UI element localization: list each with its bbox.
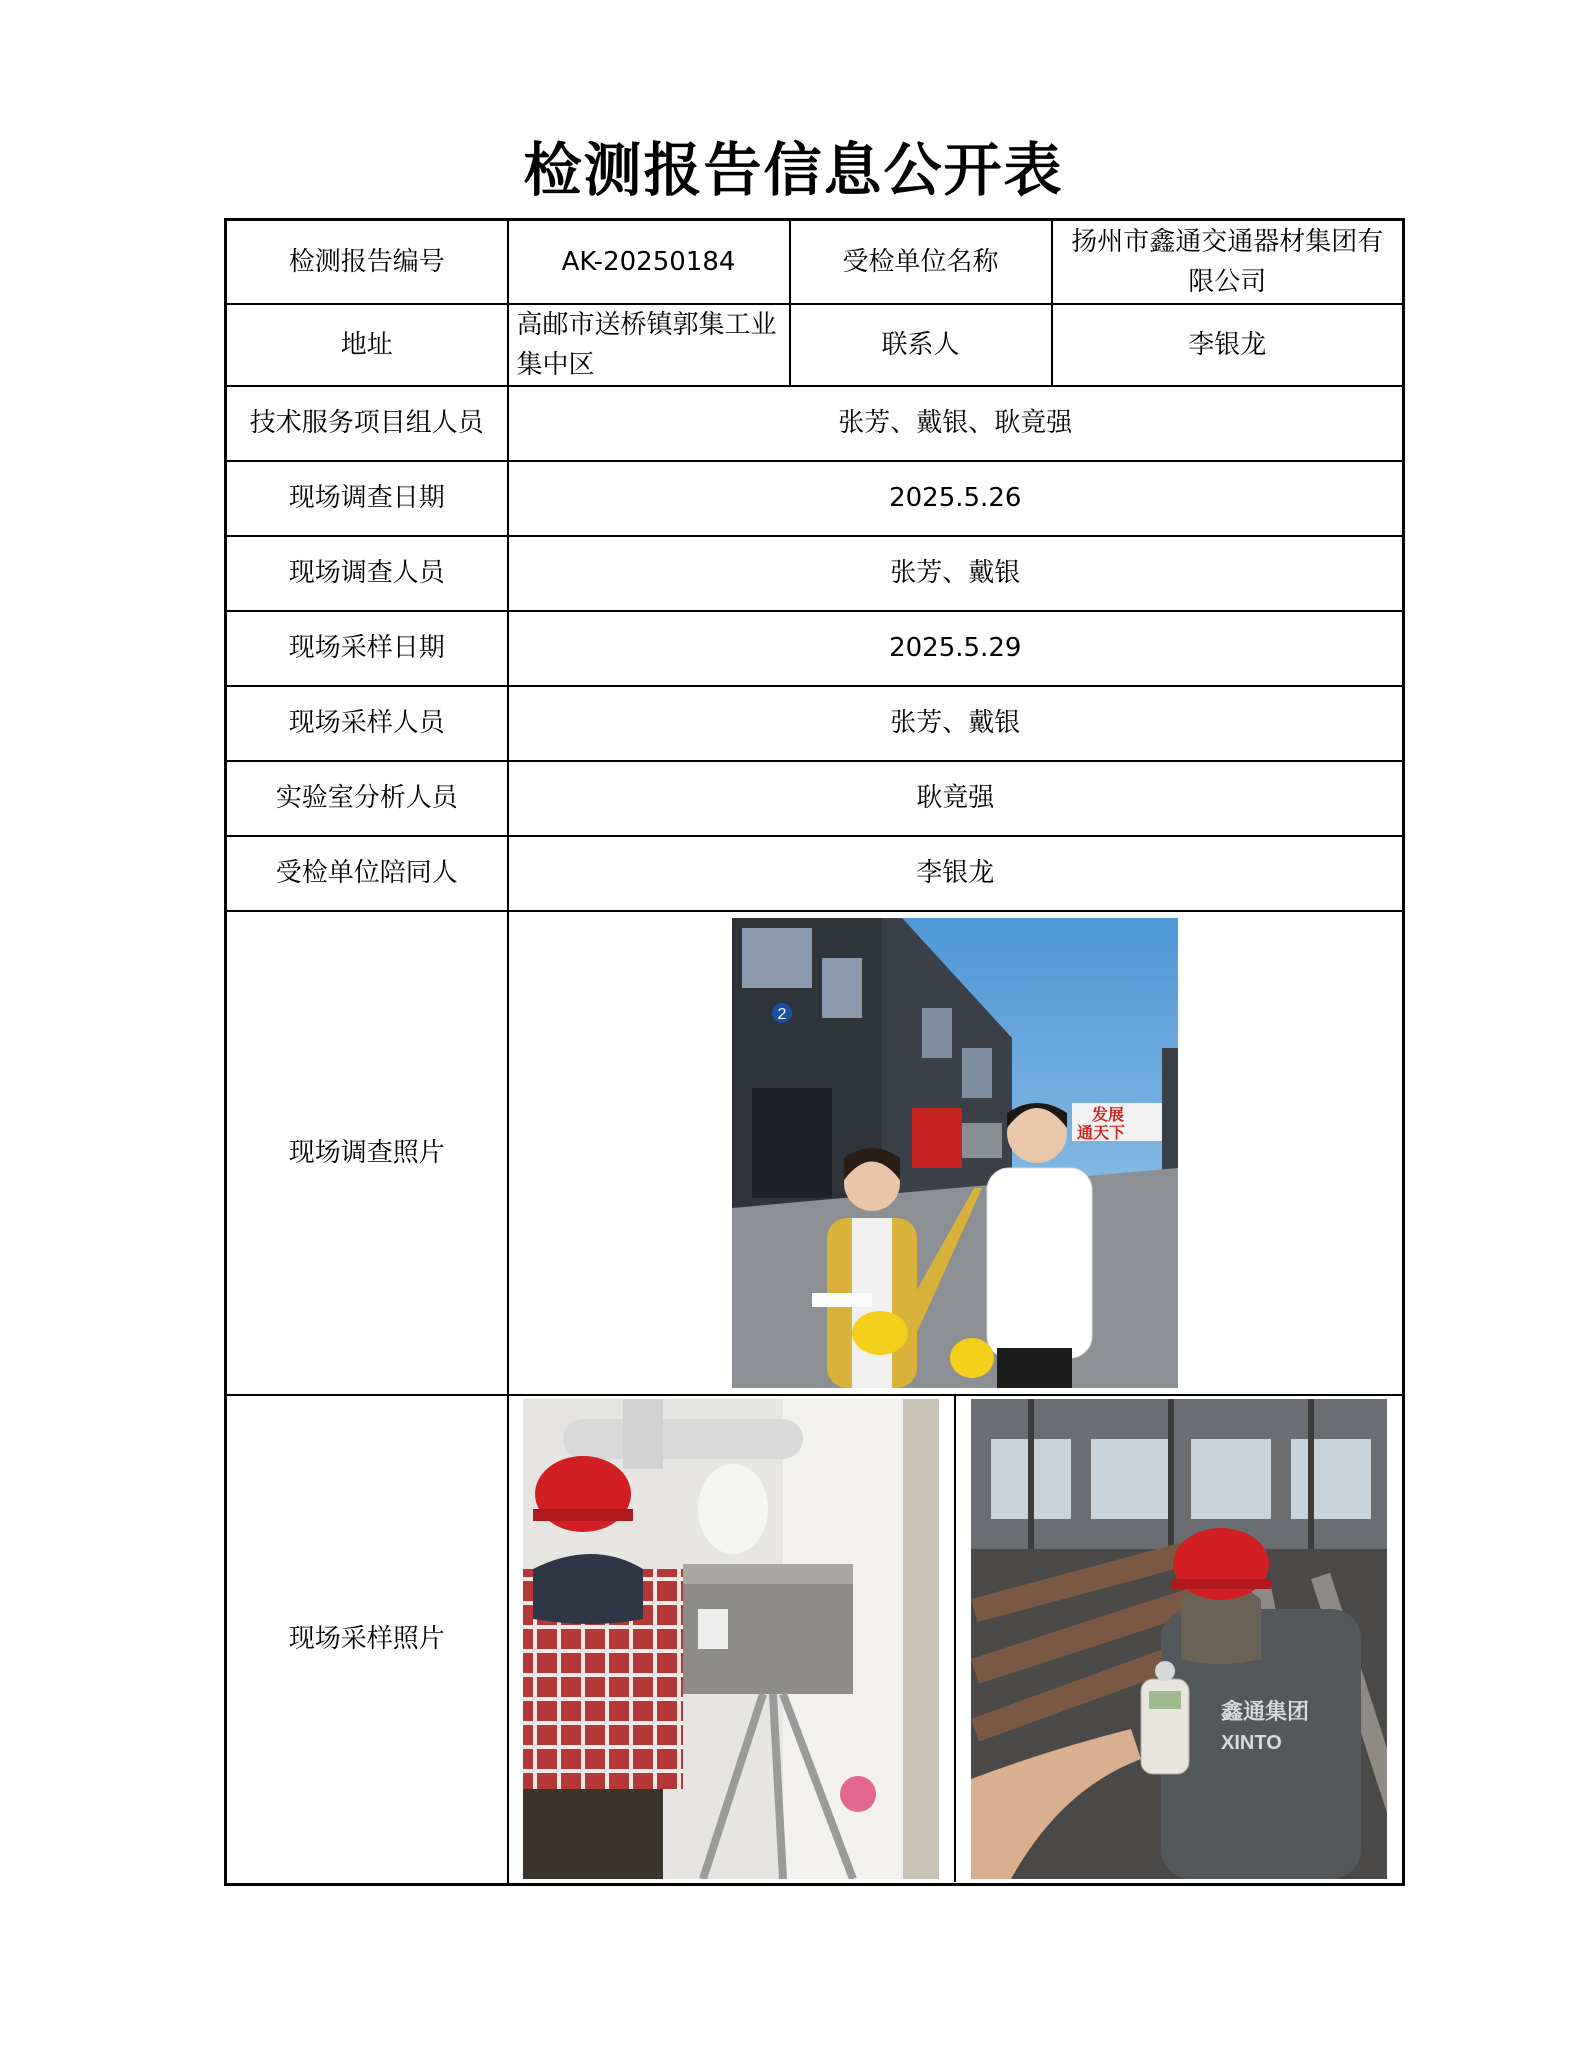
- escort-value: 李银龙: [508, 836, 1404, 911]
- unit-name-value: 扬州市鑫通交通器材集团有限公司: [1052, 220, 1404, 304]
- sampling-date-value: 2025.5.29: [508, 611, 1404, 686]
- survey-date-label: 现场调查日期: [226, 461, 508, 536]
- unit-name-label: 受检单位名称: [790, 220, 1052, 304]
- sampling-photo-2: [971, 1399, 1387, 1879]
- table-row: [226, 761, 1404, 836]
- sampling-photo-cell: [508, 1395, 1404, 1885]
- address-value: 高邮市送桥镇郭集工业集中区: [508, 304, 790, 386]
- table-row: [226, 911, 1404, 1395]
- sampling-staff-value: 张芳、戴银: [508, 686, 1404, 761]
- contact-label: 联系人: [790, 304, 1052, 386]
- table-row: [226, 1395, 1404, 1885]
- address-label: 地址: [226, 304, 508, 386]
- contact-value: 李银龙: [1052, 304, 1404, 386]
- table-row: [226, 611, 1404, 686]
- table-row: [226, 386, 1404, 461]
- survey-photo: [732, 918, 1178, 1388]
- table-row: [226, 304, 1404, 386]
- table-row: [226, 686, 1404, 761]
- sampling-photo-1: [523, 1399, 939, 1879]
- vest-text-2: XINTO: [1221, 1732, 1282, 1755]
- report-no-value: AK-20250184: [508, 220, 790, 304]
- vest-text-1: 鑫通集团: [1221, 1700, 1310, 1726]
- page-title: 检测报告信息公开表: [523, 136, 1064, 204]
- building-number: 2: [777, 1005, 787, 1023]
- table-row: [226, 536, 1404, 611]
- sampling-photo-label: 现场采样照片: [226, 1395, 508, 1885]
- survey-photo-label: 现场调查照片: [226, 911, 508, 1395]
- sampling-date-label: 现场采样日期: [226, 611, 508, 686]
- survey-photo-cell: [508, 911, 1404, 1395]
- survey-date-value: 2025.5.26: [508, 461, 1404, 536]
- table-row: [226, 461, 1404, 536]
- escort-label: 受检单位陪同人: [226, 836, 508, 911]
- info-table: [224, 218, 1405, 1886]
- team-value: 张芳、戴银、耿竟强: [508, 386, 1404, 461]
- sampling-staff-label: 现场采样人员: [226, 686, 508, 761]
- team-label: 技术服务项目组人员: [226, 386, 508, 461]
- banner-text-1: 发展: [1092, 1104, 1125, 1124]
- banner-text-2: 通天下: [1077, 1122, 1126, 1142]
- table-row: [226, 836, 1404, 911]
- survey-staff-label: 现场调查人员: [226, 536, 508, 611]
- report-no-label: 检测报告编号: [226, 220, 508, 304]
- lab-staff-label: 实验室分析人员: [226, 761, 508, 836]
- lab-staff-value: 耿竟强: [508, 761, 1404, 836]
- table-row: [226, 220, 1404, 304]
- survey-staff-value: 张芳、戴银: [508, 536, 1404, 611]
